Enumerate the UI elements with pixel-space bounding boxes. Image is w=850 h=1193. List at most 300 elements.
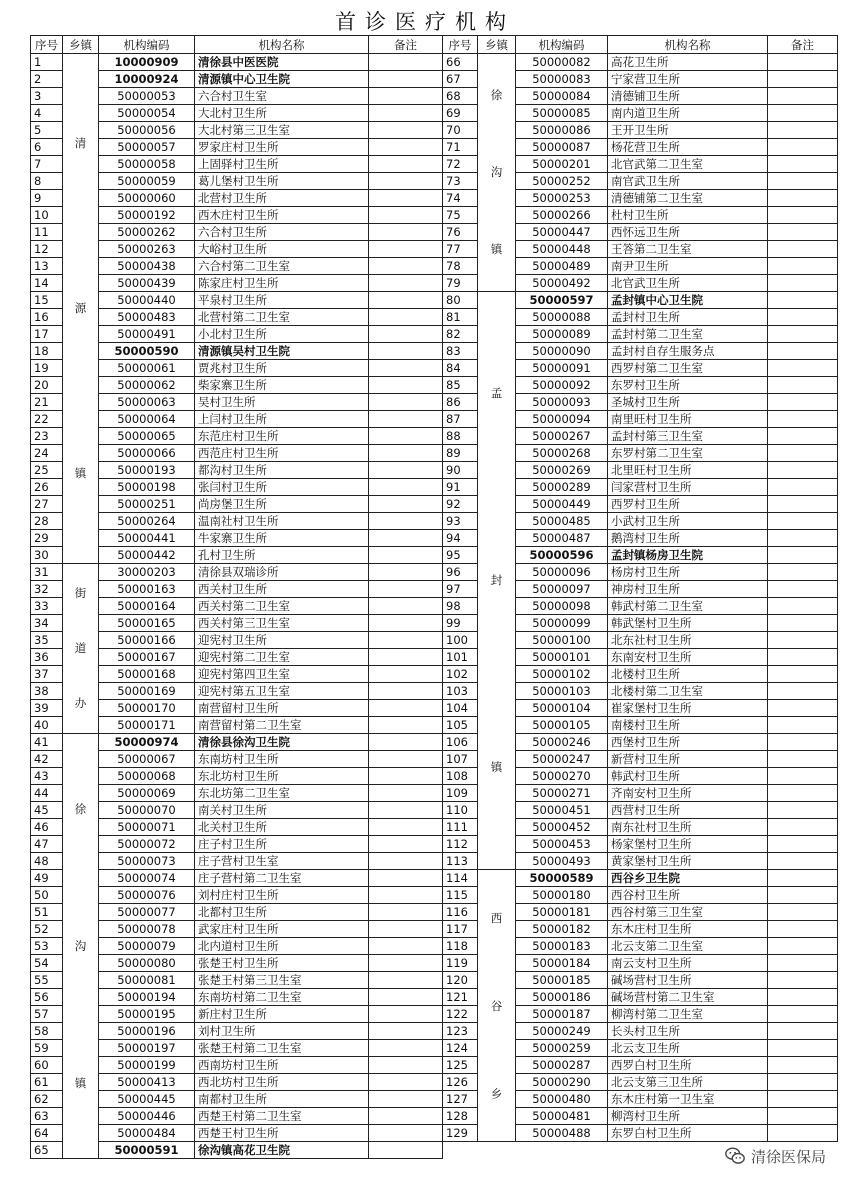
row-seq: 121 (443, 989, 478, 1006)
row-code: 50000446 (99, 1108, 195, 1125)
row-seq: 110 (443, 802, 478, 819)
header-code: 机构编码 (516, 36, 608, 54)
row-note (768, 360, 838, 377)
row-seq: 42 (31, 751, 63, 768)
row-name: 孟封镇中心卫生院 (608, 292, 768, 309)
watermark-text: 清徐医保局 (750, 1147, 826, 1166)
row-seq: 84 (443, 360, 478, 377)
row-code: 50000056 (99, 122, 195, 139)
row-code: 50000452 (516, 819, 608, 836)
row-seq: 89 (443, 445, 478, 462)
row-name: 东南安村卫生所 (608, 649, 768, 666)
row-name: 韩武村第二卫生室 (608, 598, 768, 615)
row-note (768, 258, 838, 275)
row-seq: 98 (443, 598, 478, 615)
row-code: 50000086 (516, 122, 608, 139)
row-note (369, 666, 443, 683)
row-name: 庄子村卫生所 (195, 836, 369, 853)
row-seq: 113 (443, 853, 478, 870)
row-code: 50000081 (99, 972, 195, 989)
row-seq: 80 (443, 292, 478, 309)
row-note (768, 1006, 838, 1023)
row-seq: 79 (443, 275, 478, 292)
row-seq: 95 (443, 547, 478, 564)
row-seq: 82 (443, 326, 478, 343)
row-name: 南云支村卫生所 (608, 955, 768, 972)
row-code: 50000193 (99, 462, 195, 479)
row-seq: 66 (443, 54, 478, 71)
row-note (369, 768, 443, 785)
row-name: 迎宪村卫生所 (195, 632, 369, 649)
row-note (369, 54, 443, 71)
row-code: 50000102 (516, 666, 608, 683)
row-code: 50000182 (516, 921, 608, 938)
row-seq: 97 (443, 581, 478, 598)
row-name: 南楼村卫生所 (608, 717, 768, 734)
row-seq: 69 (443, 105, 478, 122)
row-name: 柴家寨卫生所 (195, 377, 369, 394)
row-name: 新庄村卫生所 (195, 1006, 369, 1023)
row-code: 50000198 (99, 479, 195, 496)
row-code: 50000082 (516, 54, 608, 71)
row-note (369, 1125, 443, 1142)
row-note (369, 1006, 443, 1023)
row-note (768, 105, 838, 122)
row-name: 西谷村卫生所 (608, 887, 768, 904)
row-seq: 117 (443, 921, 478, 938)
row-note (369, 156, 443, 173)
row-seq: 21 (31, 394, 63, 411)
row-name: 杨房村卫生所 (608, 564, 768, 581)
row-seq: 41 (31, 734, 63, 751)
row-seq: 52 (31, 921, 63, 938)
row-code: 50000071 (99, 819, 195, 836)
row-name: 柳湾村卫生所 (608, 1108, 768, 1125)
row-note (369, 207, 443, 224)
row-seq: 15 (31, 292, 63, 309)
row-seq: 111 (443, 819, 478, 836)
row-note (369, 802, 443, 819)
row-code: 50000099 (516, 615, 608, 632)
row-seq: 102 (443, 666, 478, 683)
row-note (768, 1091, 838, 1108)
row-name: 六合村第二卫生室 (195, 258, 369, 275)
row-code: 10000924 (99, 71, 195, 88)
row-seq: 4 (31, 105, 63, 122)
row-name: 韩武堡村卫生所 (608, 615, 768, 632)
row-name: 南营留村第二卫生室 (195, 717, 369, 734)
row-name: 南里旺村卫生所 (608, 411, 768, 428)
row-note (768, 615, 838, 632)
row-name: 孟封村第三卫生室 (608, 428, 768, 445)
row-name: 北官武第二卫生室 (608, 156, 768, 173)
row-code: 50000186 (516, 989, 608, 1006)
row-code: 50000483 (99, 309, 195, 326)
row-seq: 5 (31, 122, 63, 139)
row-name: 韩武村卫生所 (608, 768, 768, 785)
row-code: 50000101 (516, 649, 608, 666)
row-seq: 70 (443, 122, 478, 139)
row-code: 50000180 (516, 887, 608, 904)
row-seq: 67 (443, 71, 478, 88)
row-note (768, 241, 838, 258)
row-note (369, 581, 443, 598)
row-code: 50000197 (99, 1040, 195, 1057)
row-code: 50000596 (516, 547, 608, 564)
row-seq: 7 (31, 156, 63, 173)
row-code: 50000064 (99, 411, 195, 428)
row-name: 孔村卫生所 (195, 547, 369, 564)
row-note (369, 564, 443, 581)
row-name: 六合村卫生所 (195, 224, 369, 241)
row-code: 50000054 (99, 105, 195, 122)
row-note (369, 309, 443, 326)
row-seq: 83 (443, 343, 478, 360)
row-seq: 50 (31, 887, 63, 904)
row-code: 50000445 (99, 1091, 195, 1108)
row-note (768, 394, 838, 411)
row-code: 50000066 (99, 445, 195, 462)
row-name: 鹅湾村卫生所 (608, 530, 768, 547)
row-note (768, 1057, 838, 1074)
row-note (768, 870, 838, 887)
row-seq: 44 (31, 785, 63, 802)
row-seq: 92 (443, 496, 478, 513)
row-code: 50000270 (516, 768, 608, 785)
row-seq: 74 (443, 190, 478, 207)
header-seq: 序号 (31, 36, 63, 54)
row-note (768, 989, 838, 1006)
row-code: 50000488 (516, 1125, 608, 1142)
row-code: 50000079 (99, 938, 195, 955)
row-code: 50000171 (99, 717, 195, 734)
row-code: 50000062 (99, 377, 195, 394)
row-seq: 90 (443, 462, 478, 479)
header-name: 机构名称 (195, 36, 369, 54)
row-seq: 47 (31, 836, 63, 853)
row-seq: 30 (31, 547, 63, 564)
row-code: 50000057 (99, 139, 195, 156)
row-code: 50000287 (516, 1057, 608, 1074)
row-name: 北东社村卫生所 (608, 632, 768, 649)
row-note (369, 190, 443, 207)
row-code: 50000104 (516, 700, 608, 717)
row-seq: 35 (31, 632, 63, 649)
row-seq: 88 (443, 428, 478, 445)
row-code: 50000089 (516, 326, 608, 343)
row-name: 东木庄村第一卫生室 (608, 1091, 768, 1108)
row-code: 50000201 (516, 156, 608, 173)
row-seq: 75 (443, 207, 478, 224)
row-name: 北营村卫生所 (195, 190, 369, 207)
row-name: 杨花营卫生所 (608, 139, 768, 156)
row-name: 新营村卫生所 (608, 751, 768, 768)
row-seq: 91 (443, 479, 478, 496)
row-code: 50000269 (516, 462, 608, 479)
row-name: 迎宪村第四卫生室 (195, 666, 369, 683)
row-code: 50000069 (99, 785, 195, 802)
row-code: 50000166 (99, 632, 195, 649)
row-note (369, 377, 443, 394)
row-code: 50000060 (99, 190, 195, 207)
row-note (369, 1057, 443, 1074)
row-seq: 12 (31, 241, 63, 258)
row-name: 柳湾村第二卫生室 (608, 1006, 768, 1023)
watermark (724, 1145, 826, 1167)
row-name: 刘村卫生所 (195, 1023, 369, 1040)
row-name: 上固驿村卫生所 (195, 156, 369, 173)
row-name: 东罗白村卫生所 (608, 1125, 768, 1142)
row-code: 50000492 (516, 275, 608, 292)
row-code: 50000168 (99, 666, 195, 683)
row-seq: 68 (443, 88, 478, 105)
row-note (768, 700, 838, 717)
row-note (768, 836, 838, 853)
row-note (369, 972, 443, 989)
row-note (768, 751, 838, 768)
row-seq: 106 (443, 734, 478, 751)
row-code: 50000084 (516, 88, 608, 105)
row-seq: 14 (31, 275, 63, 292)
row-name: 西关村第三卫生室 (195, 615, 369, 632)
row-note (768, 955, 838, 972)
row-name: 西楚王村卫生所 (195, 1125, 369, 1142)
row-name: 迎宪村第五卫生室 (195, 683, 369, 700)
header-town: 乡镇 (478, 36, 516, 54)
row-note (369, 275, 443, 292)
row-note (768, 326, 838, 343)
row-name: 杨家堡村卫生所 (608, 836, 768, 853)
row-note (369, 887, 443, 904)
row-seq: 19 (31, 360, 63, 377)
row-code: 50000105 (516, 717, 608, 734)
table-row (31, 54, 443, 71)
row-seq: 108 (443, 768, 478, 785)
row-note (768, 921, 838, 938)
row-code: 10000909 (99, 54, 195, 71)
row-seq: 23 (31, 428, 63, 445)
row-code: 50000485 (516, 513, 608, 530)
row-code: 50000247 (516, 751, 608, 768)
left-institution-table (30, 35, 443, 1159)
row-seq: 118 (443, 938, 478, 955)
row-note (369, 394, 443, 411)
row-note (369, 1091, 443, 1108)
row-seq: 116 (443, 904, 478, 921)
row-name: 西北坊村卫生所 (195, 1074, 369, 1091)
row-note (768, 632, 838, 649)
row-name: 南官武卫生所 (608, 173, 768, 190)
row-seq: 57 (31, 1006, 63, 1023)
row-name: 北都村卫生所 (195, 904, 369, 921)
row-name: 清源镇吴村卫生院 (195, 343, 369, 360)
row-note (768, 292, 838, 309)
row-note (369, 88, 443, 105)
row-code: 50000590 (99, 343, 195, 360)
row-code: 50000100 (516, 632, 608, 649)
row-name: 碱场营村第二卫生室 (608, 989, 768, 1006)
row-code: 50000448 (516, 241, 608, 258)
row-note (369, 71, 443, 88)
row-note (768, 377, 838, 394)
row-seq: 86 (443, 394, 478, 411)
row-note (768, 207, 838, 224)
row-name: 刘村庄村卫生所 (195, 887, 369, 904)
row-seq: 18 (31, 343, 63, 360)
row-note (369, 105, 443, 122)
header-note: 备注 (369, 36, 443, 54)
row-name: 葛儿堡村卫生所 (195, 173, 369, 190)
row-name: 清德铺第二卫生室 (608, 190, 768, 207)
row-code: 50000063 (99, 394, 195, 411)
row-note (768, 428, 838, 445)
row-name: 西罗村第二卫生室 (608, 360, 768, 377)
row-seq: 54 (31, 955, 63, 972)
row-code: 50000090 (516, 343, 608, 360)
row-code: 50000263 (99, 241, 195, 258)
row-seq: 126 (443, 1074, 478, 1091)
row-note (369, 717, 443, 734)
row-code: 50000438 (99, 258, 195, 275)
row-note (369, 326, 443, 343)
row-code: 50000059 (99, 173, 195, 190)
row-name: 平泉村卫生所 (195, 292, 369, 309)
row-seq: 78 (443, 258, 478, 275)
row-name: 王答第二卫生室 (608, 241, 768, 258)
row-code: 50000169 (99, 683, 195, 700)
row-seq: 46 (31, 819, 63, 836)
row-name: 黄家堡村卫生所 (608, 853, 768, 870)
row-code: 50000484 (99, 1125, 195, 1142)
row-name: 吴村卫生所 (195, 394, 369, 411)
row-seq: 8 (31, 173, 63, 190)
row-code: 50000253 (516, 190, 608, 207)
row-seq: 1 (31, 54, 63, 71)
row-code: 50000093 (516, 394, 608, 411)
row-seq: 56 (31, 989, 63, 1006)
row-seq: 87 (443, 411, 478, 428)
row-name: 贾兆村卫生所 (195, 360, 369, 377)
row-code: 50000094 (516, 411, 608, 428)
table-row (31, 564, 443, 581)
row-name: 王开卫生所 (608, 122, 768, 139)
table-row (443, 292, 838, 309)
row-note (369, 598, 443, 615)
row-seq: 40 (31, 717, 63, 734)
row-seq: 105 (443, 717, 478, 734)
row-code: 50000061 (99, 360, 195, 377)
row-note (369, 428, 443, 445)
row-name: 南关村卫生所 (195, 802, 369, 819)
row-seq: 24 (31, 445, 63, 462)
row-note (768, 581, 838, 598)
row-note (369, 224, 443, 241)
row-note (768, 717, 838, 734)
row-name: 小武村卫生所 (608, 513, 768, 530)
row-name: 张闫村卫生所 (195, 479, 369, 496)
row-code: 50000181 (516, 904, 608, 921)
row-name: 南东社村卫生所 (608, 819, 768, 836)
row-note (369, 343, 443, 360)
row-code: 50000165 (99, 615, 195, 632)
row-note (369, 1108, 443, 1125)
row-note (768, 513, 838, 530)
row-name: 大北村第三卫生室 (195, 122, 369, 139)
row-code: 50000164 (99, 598, 195, 615)
row-note (369, 462, 443, 479)
row-note (768, 496, 838, 513)
row-code: 50000441 (99, 530, 195, 547)
row-note (768, 683, 838, 700)
row-seq: 120 (443, 972, 478, 989)
row-note (369, 139, 443, 156)
row-seq: 127 (443, 1091, 478, 1108)
row-seq: 38 (31, 683, 63, 700)
row-name: 北官武卫生所 (608, 275, 768, 292)
row-name: 宁家营卫生所 (608, 71, 768, 88)
row-seq: 85 (443, 377, 478, 394)
row-seq: 71 (443, 139, 478, 156)
row-note (768, 309, 838, 326)
row-name: 长头村卫生所 (608, 1023, 768, 1040)
row-code: 50000487 (516, 530, 608, 547)
row-name: 大北村卫生所 (195, 105, 369, 122)
row-note (369, 241, 443, 258)
row-note (768, 972, 838, 989)
row-name: 东南坊村卫生所 (195, 751, 369, 768)
row-note (768, 224, 838, 241)
row-note (768, 1108, 838, 1125)
row-seq: 125 (443, 1057, 478, 1074)
row-seq: 49 (31, 870, 63, 887)
row-name: 南尹卫生所 (608, 258, 768, 275)
row-code: 50000058 (99, 156, 195, 173)
row-name: 北云支第三卫生所 (608, 1074, 768, 1091)
row-name: 武家庄村卫生所 (195, 921, 369, 938)
row-seq: 124 (443, 1040, 478, 1057)
row-seq: 53 (31, 938, 63, 955)
row-seq: 99 (443, 615, 478, 632)
row-note (768, 1040, 838, 1057)
row-name: 西范庄村卫生所 (195, 445, 369, 462)
row-name: 北楼村卫生所 (608, 666, 768, 683)
row-code: 50000070 (99, 802, 195, 819)
row-name: 牛家寨卫生所 (195, 530, 369, 547)
row-note (369, 921, 443, 938)
row-note (369, 819, 443, 836)
town-cell: 街 道 办 (63, 564, 99, 734)
row-name: 东木庄村卫生所 (608, 921, 768, 938)
row-code: 50000974 (99, 734, 195, 751)
row-code: 50000589 (516, 870, 608, 887)
row-name: 北楼村第二卫生室 (608, 683, 768, 700)
row-seq: 73 (443, 173, 478, 190)
row-name: 北营村第二卫生室 (195, 309, 369, 326)
row-code: 50000080 (99, 955, 195, 972)
row-seq: 45 (31, 802, 63, 819)
row-note (768, 1074, 838, 1091)
row-seq: 13 (31, 258, 63, 275)
row-name: 南内道卫生所 (608, 105, 768, 122)
row-code: 50000451 (516, 802, 608, 819)
row-seq: 100 (443, 632, 478, 649)
row-code: 50000267 (516, 428, 608, 445)
row-name: 六合村卫生室 (195, 88, 369, 105)
row-code: 30000203 (99, 564, 195, 581)
row-seq: 25 (31, 462, 63, 479)
row-code: 50000266 (516, 207, 608, 224)
row-note (768, 802, 838, 819)
